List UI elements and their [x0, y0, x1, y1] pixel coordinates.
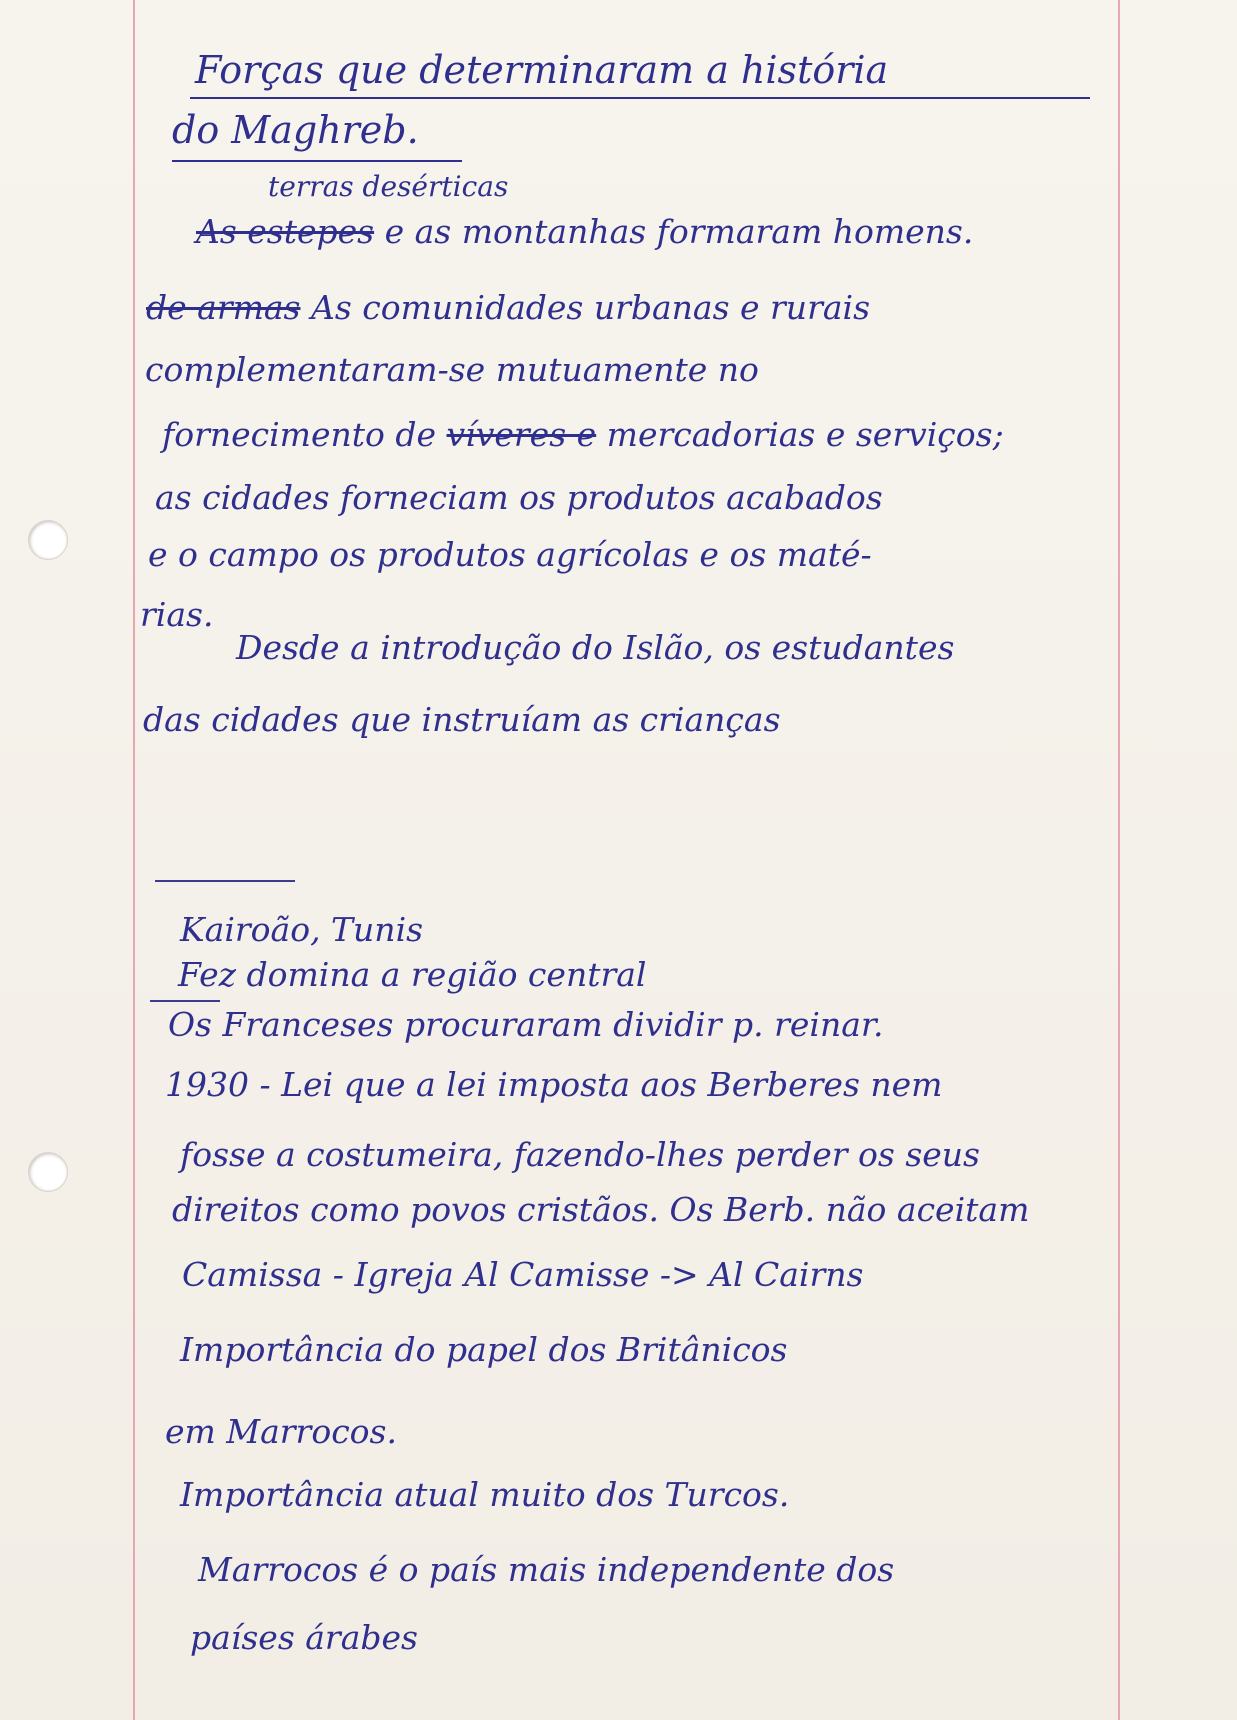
text-segment: As comunidades urbanas e rurais — [311, 288, 871, 327]
punch-hole-icon — [28, 1152, 68, 1192]
punch-hole-icon — [28, 520, 68, 560]
title-underline-2 — [172, 160, 462, 162]
notes-line-11: Marrocos é o país mais independente dos — [198, 1550, 895, 1589]
notes-line-5: fosse a costumeira, fazendo-lhes perder os seus — [180, 1135, 980, 1174]
paragraph-1-line-6: e o campo os produtos agrícolas e os maté- — [148, 535, 872, 574]
paragraph-1-line-4 — [162, 415, 1004, 455]
notes-line-2: Fez domina a região central — [178, 955, 647, 994]
notes-line-3: Os Franceses procuraram dividir p. reinar. — [168, 1005, 884, 1044]
right-margin-line — [1118, 0, 1120, 1720]
paragraph-1-line-5: as cidades forneciam os produtos acabados — [155, 478, 883, 517]
title-line-1: Forças que determinaram a história — [195, 48, 889, 92]
notes-line-10: Importância atual muito dos Turcos. — [180, 1475, 790, 1514]
notes-line-8: Importância do papel dos Britânicos — [180, 1330, 788, 1369]
notes-line-6: direitos como povos cristãos. Os Berb. não aceitam — [172, 1190, 1030, 1229]
insertion-text: terras desérticas — [268, 170, 509, 203]
notes-line-9: em Marrocos. — [165, 1412, 397, 1451]
title-line-2: do Maghreb. — [172, 108, 419, 152]
paragraph-1-line-3: complementaram-se mutuamente no — [145, 350, 759, 389]
struck-text: As estepes — [196, 212, 375, 251]
paragraph-1-line-1 — [196, 212, 973, 252]
notes-line-7: Camissa - Igreja Al Camisse -> Al Cairns — [182, 1255, 864, 1294]
notes-line-12: países árabes — [190, 1618, 418, 1657]
struck-text: de armas — [146, 288, 301, 327]
paragraph-2-line-2: das cidades que instruíam as crianças — [143, 700, 781, 739]
text-segment: fornecimento de — [162, 415, 437, 454]
paragraph-1-line-7: rias. — [140, 595, 214, 634]
text-segment: e as montanhas formaram homens. — [384, 212, 974, 251]
notes-line-1: Kairoão, Tunis — [180, 910, 424, 949]
note-dash — [150, 1000, 220, 1002]
paragraph-1-line-2 — [146, 288, 870, 328]
section-divider — [155, 880, 295, 882]
notes-line-4: 1930 - Lei que a lei imposta aos Berberes nem — [165, 1065, 943, 1104]
title-underline — [190, 97, 1090, 99]
struck-text: víveres e — [446, 415, 597, 454]
left-margin-line — [133, 0, 135, 1720]
paragraph-2-line-1: Desde a introdução do Islão, os estudantes — [236, 628, 955, 667]
text-segment: mercadorias e serviços; — [606, 415, 1004, 454]
